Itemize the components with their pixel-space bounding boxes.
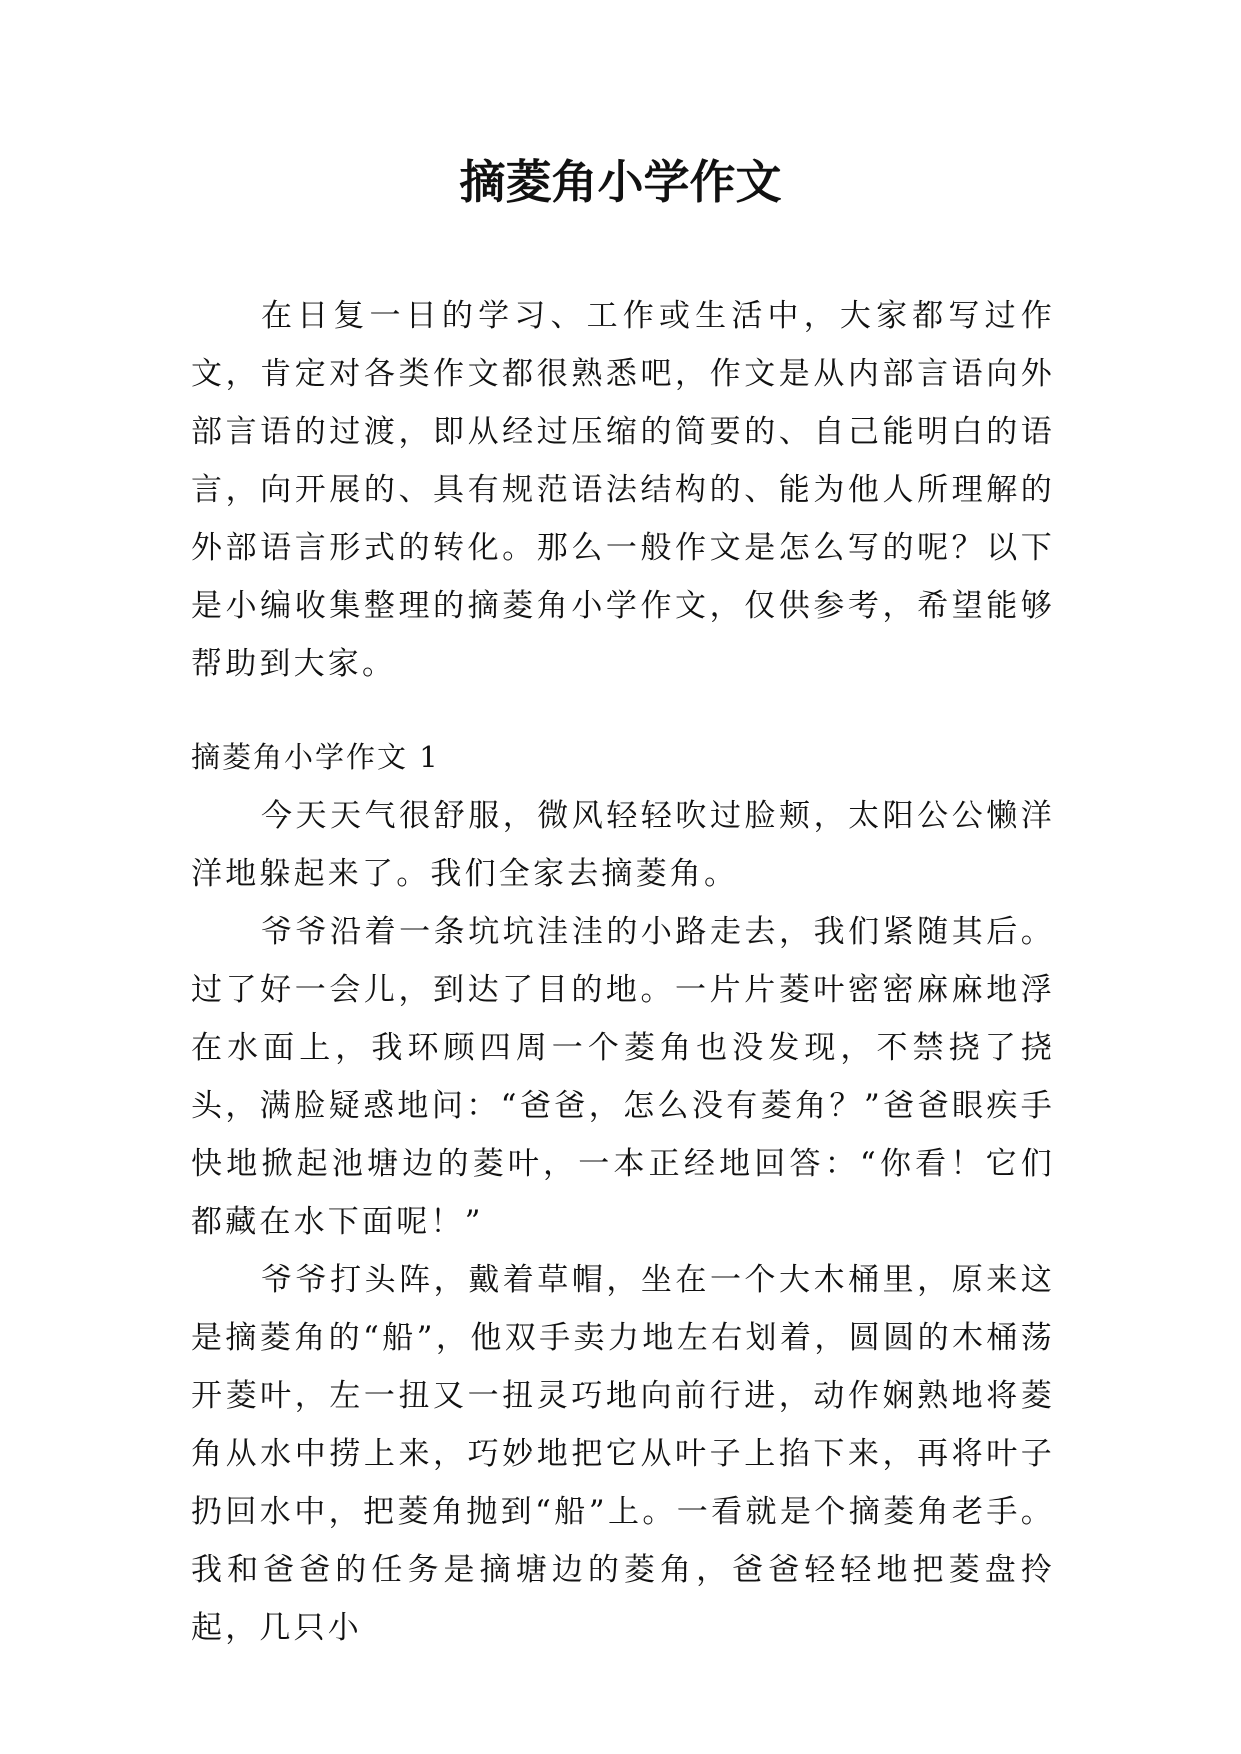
body-paragraph-3: 爷爷打头阵，戴着草帽，坐在一个大木桶里，原来这是摘菱角的“船”，他双手卖力地左右划着，圆圆的木桶荡开菱叶，左一扭又一扭灵巧地向前行进，动作娴熟地将菱角从水中捞上来，巧妙地把它从叶子上掐下来，再将叶子扔回水中，把菱角抛到“船”上。一看就是个摘菱角老手。我和爸爸的任务是摘塘边的菱角，爸爸轻轻地把菱盘拎起，几只小 [191, 1262, 1055, 1646]
body-paragraph-2: 爷爷沿着一条坑坑洼洼的小路走去，我们紧随其后。过了好一会儿，到达了目的地。一片片菱叶密密麻麻地浮在水面上，我环顾四周一个菱角也没发现，不禁挠了挠头，满脸疑惑地问：“爸爸，怎么没有菱角？”爸爸眼疾手快地掀起池塘边的菱叶，一本正经地回答：“你看！它们都藏在水下面呢！” [191, 914, 1055, 1240]
document-title: 摘菱角小学作文 [459, 155, 782, 209]
document-body [191, 287, 1055, 1657]
intro-paragraph: 在日复一日的学习、工作或生活中，大家都写过作文，肯定对各类作文都很熟悉吧，作文是从内部言语向外部言语的过渡，即从经过压缩的简要的、自己能明白的语言，向开展的、具有规范语法结构的、能为他人所理解的外部语言形式的转化。那么一般作文是怎么写的呢？以下是小编收集整理的摘菱角小学作文，仅供参考，希望能够帮助到大家。 [191, 298, 1055, 682]
body-paragraph-1: 今天天气很舒服，微风轻轻吹过脸颊，太阳公公懒洋洋地躲起来了。我们全家去摘菱角。 [191, 798, 1055, 892]
section-heading: 摘菱角小学作文 1 [191, 740, 440, 774]
